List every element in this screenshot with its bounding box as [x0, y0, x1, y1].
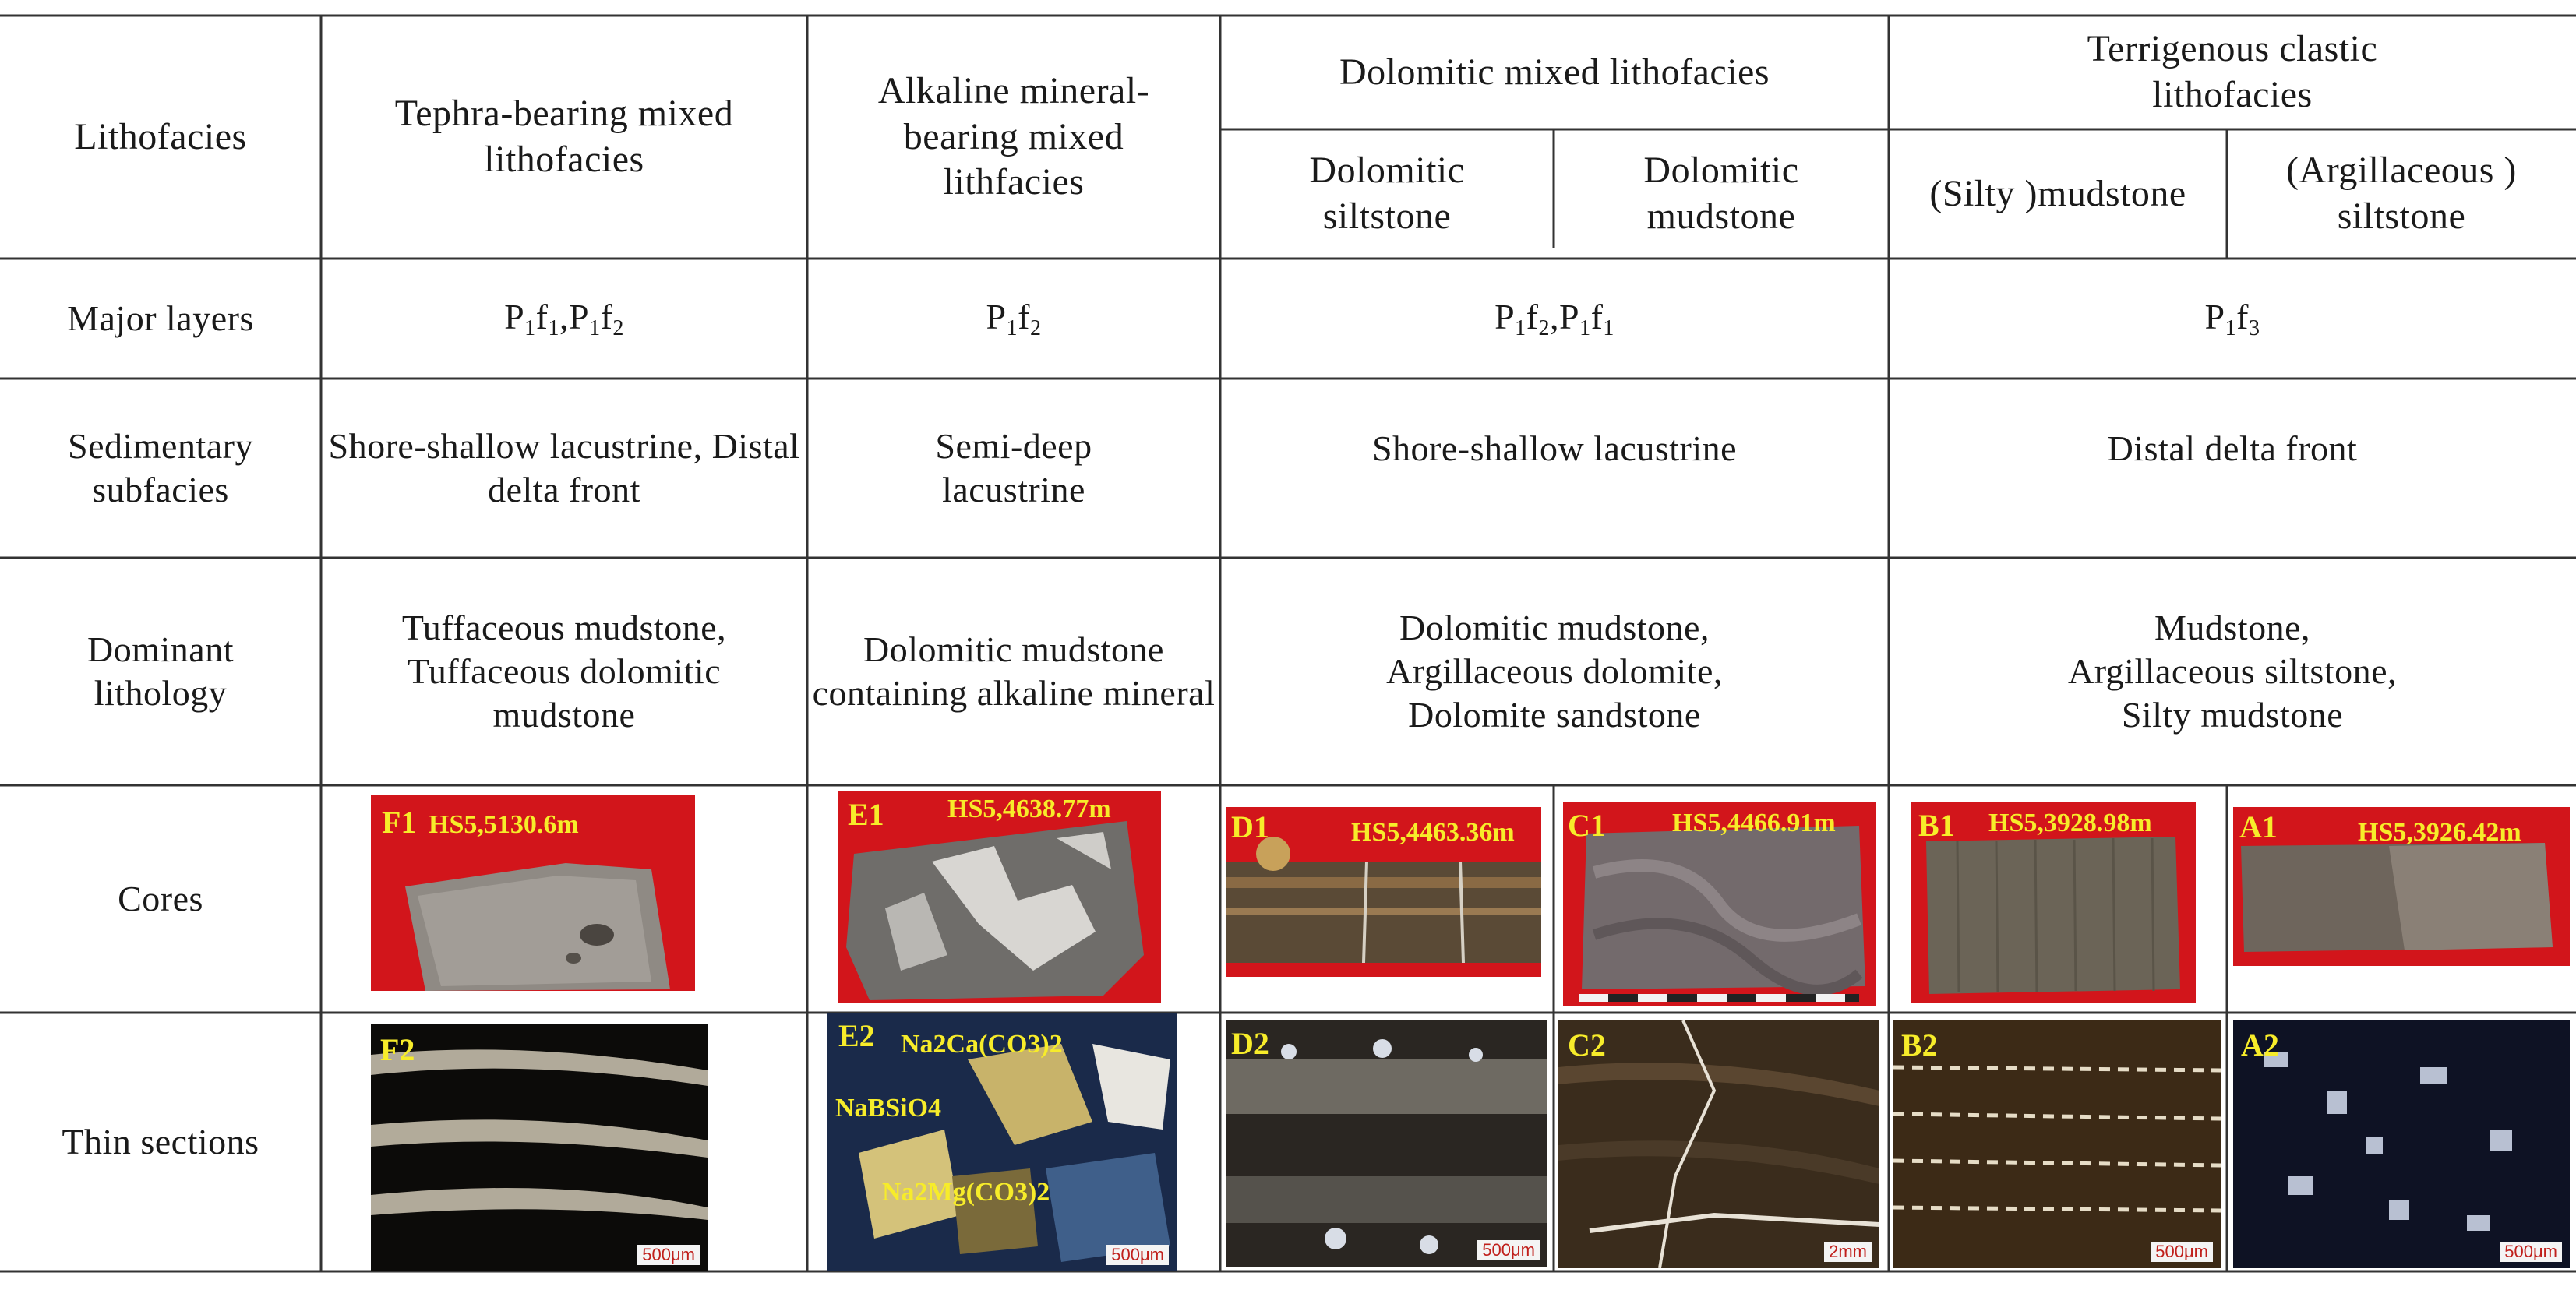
row-label-major-layers: Major layers [67, 298, 254, 338]
row-label-thin-sections: Thin sections [62, 1121, 259, 1161]
core-photo-b1 [1911, 802, 2196, 1003]
core-photo-d1 [1226, 807, 1541, 977]
thin-section-c2 [1558, 1020, 1879, 1268]
thin-section-image [371, 1024, 708, 1271]
core-photo-c1 [1563, 802, 1876, 1006]
core-caption-f1: HS5,5130.6m [429, 810, 579, 839]
major-layers-terrigenous: $P_1f_3$ [2204, 296, 2260, 340]
thin-label-a2: A2 [2241, 1027, 2279, 1063]
scale-bar-a2: 500μm [2500, 1242, 2562, 1262]
thin-section-image [1226, 1020, 1547, 1267]
core-caption-b1: HS5,3928.98m [1988, 809, 2152, 837]
thin-section-image [1558, 1020, 1879, 1268]
thin-section-a2 [2233, 1020, 2570, 1268]
subfacies-dolomitic: Shore-shallow lacustrine [1371, 428, 1738, 468]
core-caption-d1: HS5,4463.36m [1351, 818, 1515, 847]
thin-label-f2: F2 [380, 1032, 415, 1067]
core-photo-a1 [2233, 807, 2570, 966]
scale-bar-b2: 500μm [2151, 1242, 2213, 1262]
header-argillaceous-siltstone: (Argillaceous ) siltstone [2286, 150, 2517, 237]
row-label-subfacies: Sedimentary subfacies [68, 425, 253, 509]
major-layers-alkaline: $P_1f_2$ [986, 296, 1042, 340]
scale-bar-f2: 500μm [637, 1245, 700, 1265]
lithology-terrigenous: Mudstone, Argillaceous siltstone, Silty mudstone [2067, 607, 2398, 735]
header-dolomitic-group: Dolomitic mixed lithofacies [1339, 51, 1770, 93]
core-caption-e1: HS5,4638.77m [947, 795, 1111, 823]
thin-section-d2 [1226, 1020, 1547, 1267]
header-silty-mudstone: (Silty )mudstone [1929, 172, 2186, 214]
scale-bar-d2: 500μm [1477, 1240, 1540, 1260]
core-label-a1: A1 [2239, 809, 2278, 844]
core-caption-a1: HS5,3926.42m [2358, 818, 2521, 847]
thin-section-image [1893, 1020, 2221, 1268]
subfacies-alkaline: Semi-deep lacustrine [935, 425, 1092, 509]
lithology-dolomitic: Dolomitic mudstone, Argillaceous dolomite, Dolomite sandstone [1386, 607, 1723, 735]
core-caption-c1: HS5,4466.91m [1672, 809, 1836, 837]
major-layers-tephra: $P_1f_1,P_1f_2$ [504, 296, 624, 340]
mineral-label-3: Na2Mg(CO3)2 [882, 1178, 1050, 1207]
header-dolomitic-siltstone: Dolomitic siltstone [1309, 150, 1465, 237]
lithology-alkaline: Dolomitic mudstone containing alkaline mineral [812, 629, 1216, 713]
thin-section-e2 [827, 1013, 1177, 1271]
scale-bar-c2: 2mm [1824, 1242, 1872, 1262]
thin-section-b2 [1893, 1020, 2221, 1268]
scale-bar-e2: 500μm [1106, 1245, 1169, 1265]
row-label-cores: Cores [118, 878, 203, 918]
mineral-label-1: Na2Ca(CO3)2 [901, 1030, 1063, 1059]
core-label-c1: C1 [1568, 808, 1606, 843]
core-label-b1: B1 [1918, 808, 1955, 843]
mineral-label-2: NaBSiO4 [835, 1094, 942, 1123]
thin-section-f2 [371, 1024, 708, 1271]
header-alkaline: Alkaline mineral-bearing mixed lithfacies [877, 70, 1150, 203]
subfacies-tephra: Shore-shallow lacustrine, Distal delta front [328, 425, 800, 509]
header-terrigenous-group: Terrigenous clastic lithofacies [2087, 28, 2378, 115]
thin-label-d2: D2 [1231, 1026, 1269, 1061]
core-photo-e1 [838, 791, 1161, 1003]
core-label-f1: F1 [382, 805, 417, 840]
core-photo-f1 [371, 795, 695, 991]
subfacies-terrigenous: Distal delta front [2107, 428, 2358, 468]
thin-section-image [2233, 1020, 2570, 1268]
header-lithofacies: Lithofacies [74, 115, 247, 157]
thin-label-c2: C2 [1568, 1027, 1606, 1063]
core-label-e1: E1 [848, 797, 884, 832]
thin-label-b2: B2 [1901, 1027, 1938, 1063]
scale-ruler [1579, 994, 1859, 1002]
header-dolomitic-mudstone: Dolomitic mudstone [1643, 150, 1799, 237]
major-layers-dolomitic: $P_1f_2,P_1f_1$ [1494, 296, 1614, 340]
lithology-tephra: Tuffaceous mudstone, Tuffaceous dolomitic mudstone [401, 607, 727, 735]
thin-label-e2: E2 [838, 1018, 875, 1053]
row-label-lithology: Dominant lithology [87, 629, 234, 713]
core-label-d1: D1 [1231, 809, 1269, 844]
header-tephra: Tephra-bearing mixed lithofacies [394, 93, 734, 180]
